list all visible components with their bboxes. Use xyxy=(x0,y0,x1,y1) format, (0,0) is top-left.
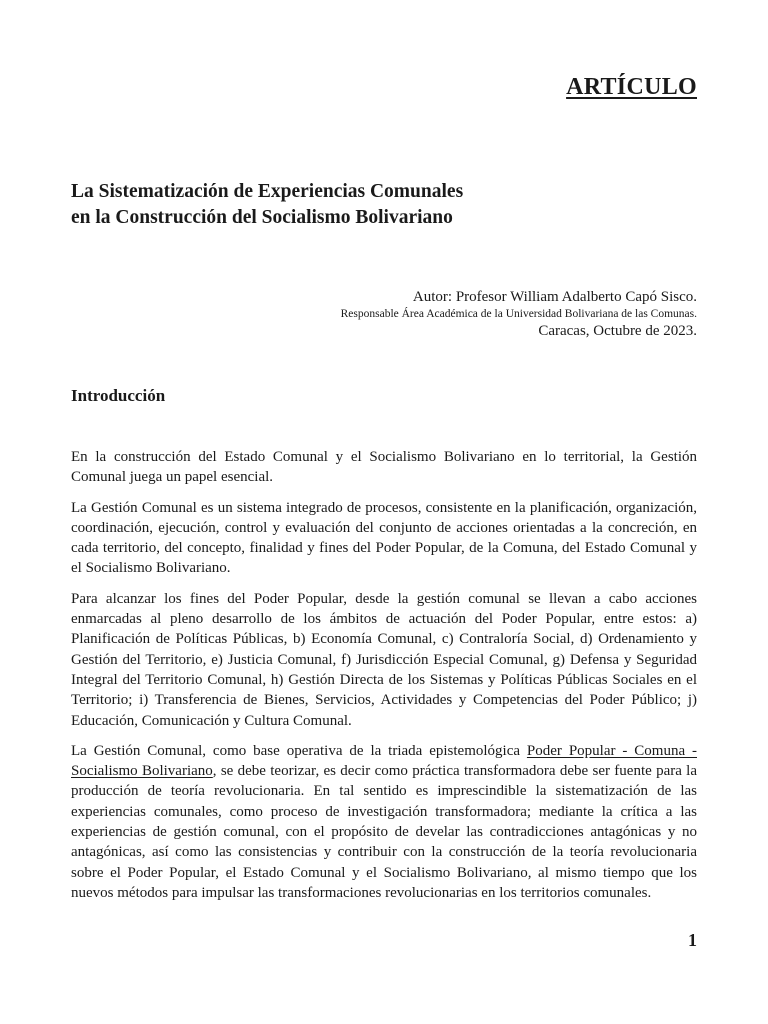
section-heading-introduccion: Introducción xyxy=(71,386,166,405)
article-title-line-1: La Sistematización de Experiencias Comunales xyxy=(71,181,464,202)
paragraph-2: La Gestión Comunal es un sistema integrado de procesos, consistente en la planificación, organización, coordinación, ejecución, control y evaluación del conjunto de acciones orientadas a la concreción, en cada territorio, del concepto, finalidad y fines del Poder Popular, de la Comuna, del Estado Comunal y el Socialismo Bolivariano. xyxy=(71,499,697,577)
author-name: Autor: Profesor William Adalberto Capó Sisco. xyxy=(412,289,697,305)
document-page xyxy=(71,0,697,1024)
article-title xyxy=(71,179,463,231)
paragraph-4-rest: , se debe teorizar, es decir como práctica transformadora debe ser fuente para la producción de teoría revolucionaria. En tal sentido es imprescindible la sistematización de las experiencias comunales, como proceso de investigación transformadora; mediante la crítica a las experiencias de gestión comunal, con el propósito de develar las contradicciones antagónicas y no antagónicas, así como las consistencias y contribuir con la construcción de la teoría revolucionaria sobre el Poder Popular, el Estado Comunal y el Socialismo Bolivariano, al mismo tiempo que los nuevos métodos para impulsar las transformaciones revolucionarias en los territorios comunales. xyxy=(71,763,697,901)
author-block xyxy=(341,288,697,341)
paragraph-3: Para alcanzar los fines del Poder Popular, desde la gestión comunal se llevan a cabo acciones enmarcadas al pleno desarrollo de los ámbitos de actuación del Poder Popular, entre estos: a) Planificación de Políticas Públicas, b) Economía Comunal, c) Contraloría Social, d) Ordenamiento y Gestión del Territorio, e) Justicia Comunal, f) Jurisdicción Especial Comunal, g) Defensa y Seguridad Integral del Territorio Comunal, h) Gestión Directa de los Sistemas y Políticas Públicas Sociales en el Territorio; i) Transferencia de Bienes, Servicios, Actividades y Competencias del Poder Público; j) Educación, Comunicación y Cultura Comunal. xyxy=(71,590,697,729)
underlined-phrase: Poder Popular - Comuna - Socialismo Bolivariano xyxy=(71,742,697,780)
article-title-line-2: en la Construcción del Socialismo Bolivariano xyxy=(71,207,453,228)
paragraph-4 xyxy=(71,741,697,903)
place-date: Caracas, Octubre de 2023. xyxy=(538,323,697,339)
paragraph-4-start: La Gestión Comunal, como base operativa de la triada epistemológica xyxy=(71,742,527,759)
author-role: Responsable Área Académica de la Universidad Bolivariana de las Comunas. xyxy=(340,308,697,320)
body-text xyxy=(71,447,697,913)
article-label: ARTÍCULO xyxy=(566,74,697,100)
paragraph-1: En la construcción del Estado Comunal y el Socialismo Bolivariano en lo territorial, la Gestión Comunal juega un papel esencial. xyxy=(71,449,697,486)
page-number: 1 xyxy=(688,930,697,950)
